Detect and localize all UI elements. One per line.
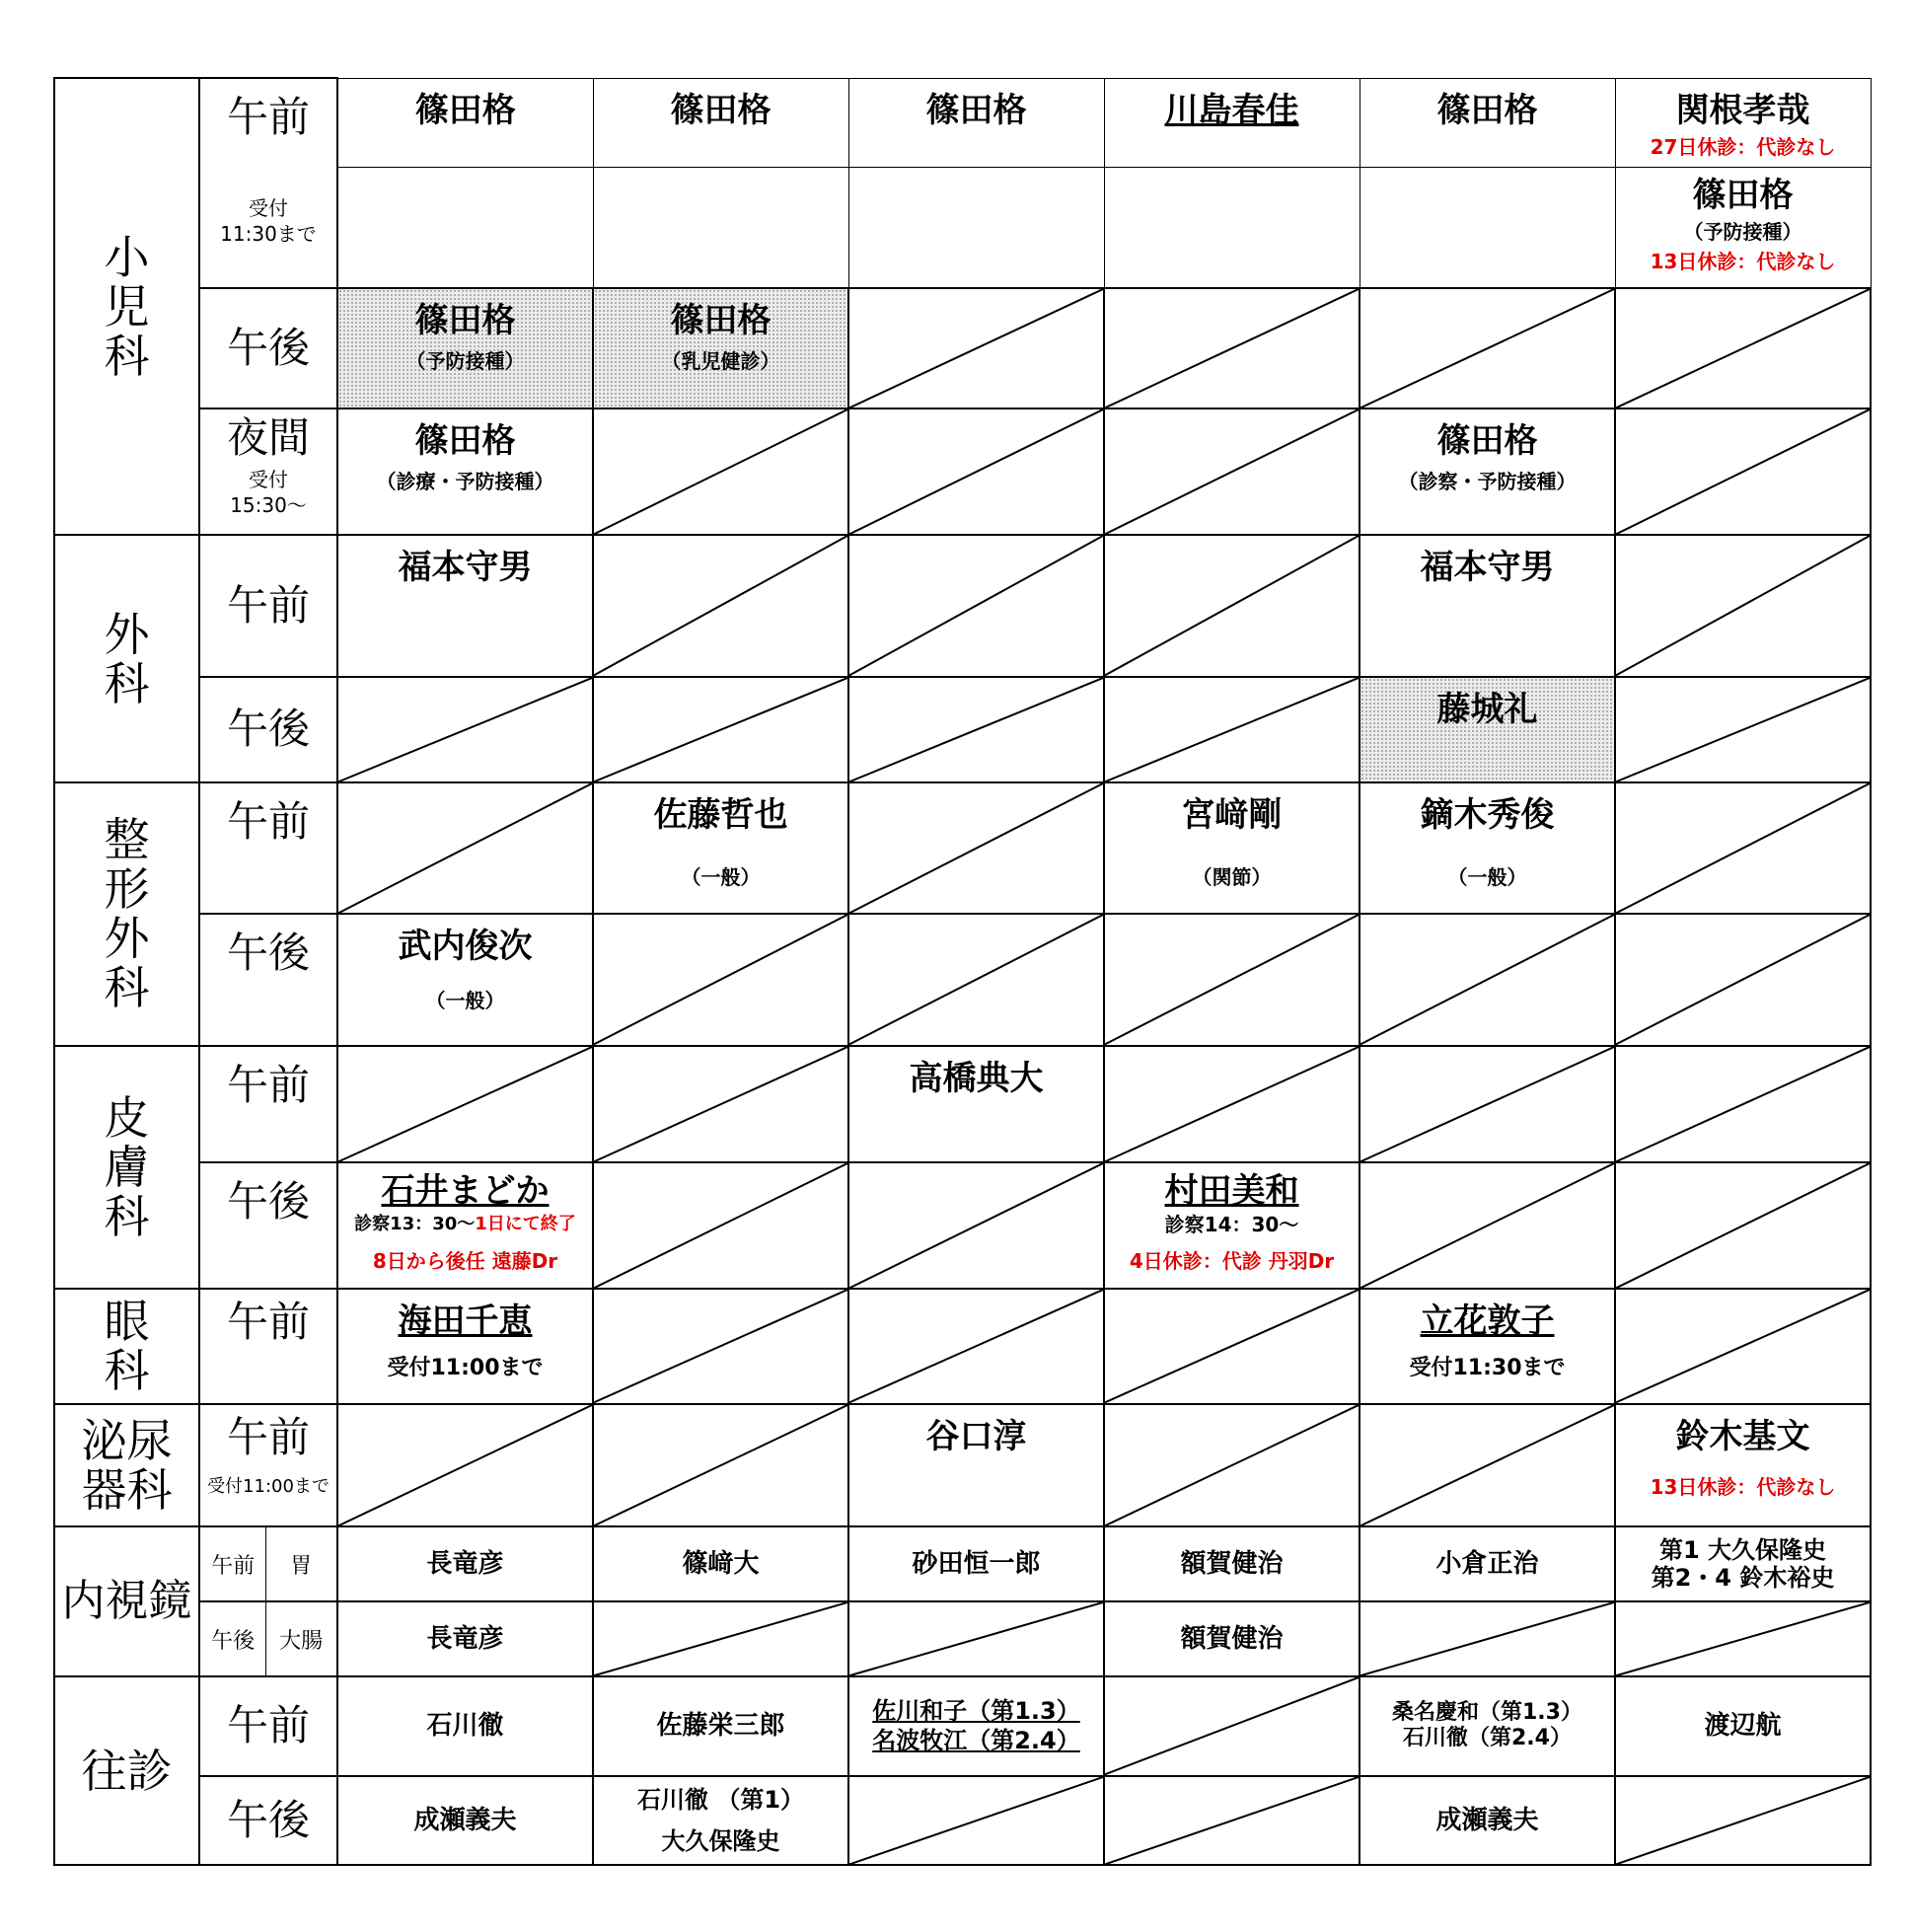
cell-closed: [1104, 1289, 1360, 1403]
cell-closed: [337, 677, 593, 782]
cell-closed: [1615, 1776, 1871, 1865]
dept-endoscopy: 内視鏡: [54, 1526, 199, 1676]
cell-closed: [337, 1046, 593, 1162]
closed-slash-icon: [1616, 783, 1870, 913]
cell-closed: [1615, 1289, 1871, 1403]
cell-closed: [1104, 677, 1360, 782]
period-derm-am: 午前: [199, 1046, 337, 1162]
closed-slash-icon: [594, 1405, 847, 1525]
cell-closed: [848, 1162, 1104, 1289]
period-surgery-pm: 午後: [199, 677, 337, 782]
cell-closed: [848, 1776, 1104, 1865]
cell-closed: [1360, 1601, 1615, 1676]
notice-text: 8日から後任 遠藤Dr: [372, 1248, 558, 1273]
closed-slash-icon: [1616, 1602, 1870, 1675]
cell-closed: [1360, 914, 1615, 1045]
dept-pediatrics: 小児科: [54, 78, 199, 535]
cell-closed: [848, 409, 1104, 535]
period-ortho-am: 午前: [199, 782, 337, 914]
cell-endo-pm-thu: 額賀健治: [1104, 1601, 1360, 1676]
cell-closed: [1615, 535, 1871, 676]
closed-slash-icon: [594, 1602, 847, 1675]
visit-am-row: [54, 1676, 1871, 1775]
closed-slash-icon: [1105, 1405, 1359, 1525]
cell-empty: [593, 167, 848, 287]
surgery-am-row: [54, 535, 1871, 676]
cell-closed: [593, 1404, 848, 1526]
cell-closed: [593, 1289, 848, 1403]
cell-empty: [337, 167, 593, 287]
closed-slash-icon: [338, 678, 592, 781]
closed-slash-icon: [1360, 1047, 1614, 1161]
cell-ortho-pm-mon: 武内俊次 （一般）: [337, 914, 593, 1045]
cell-closed: [593, 535, 848, 676]
closed-slash-icon: [1360, 289, 1614, 408]
derm-am-row: [54, 1046, 1871, 1162]
cell-closed: [593, 914, 848, 1045]
cell-visit-am-wed: 佐川和子（第1.3） 名波牧江（第2.4）: [848, 1676, 1104, 1775]
cell-closed: [337, 782, 593, 914]
pediatrics-am-row-1: [54, 78, 1871, 167]
outpatient-schedule-table: [53, 77, 1872, 1866]
cell-eye-am-mon: 海田千恵 受付11:00まで: [337, 1289, 593, 1403]
cell-closed: [593, 1601, 848, 1676]
cell-derm-pm-mon: 石井まどか 診察13：30～1日にて終了 8日から後任 遠藤Dr: [337, 1162, 593, 1289]
closed-slash-icon: [1105, 1290, 1359, 1402]
closed-slash-icon: [849, 915, 1103, 1044]
closed-slash-icon: [594, 1163, 847, 1288]
cell-closed: [848, 1289, 1104, 1403]
cell-closed: [1104, 1046, 1360, 1162]
notice-text: 27日休診：代診なし: [1650, 134, 1836, 159]
closed-slash-icon: [1360, 915, 1614, 1044]
closed-slash-icon: [338, 783, 592, 913]
cell-empty: [1360, 167, 1615, 287]
dept-home-visit: 往診: [54, 1676, 199, 1865]
cell-closed: [593, 409, 848, 535]
period-endo-pm: 午後 大腸: [199, 1601, 337, 1676]
cell-closed: [1104, 288, 1360, 409]
cell-closed: [848, 1601, 1104, 1676]
eye-am-row: [54, 1289, 1871, 1403]
cell-closed: [848, 288, 1104, 409]
cell-derm-am-wed: 高橋典大: [848, 1046, 1104, 1162]
closed-slash-icon: [1360, 1405, 1614, 1525]
cell-eye-am-fri: 立花敦子 受付11:30まで: [1360, 1289, 1615, 1403]
cell-endo-am-tue: 篠﨑大: [593, 1526, 848, 1601]
closed-slash-icon: [338, 1405, 592, 1525]
closed-slash-icon: [1360, 1602, 1614, 1675]
notice-text: 4日休診：代診 丹羽Dr: [1129, 1248, 1335, 1273]
cell-closed: [1615, 914, 1871, 1045]
closed-slash-icon: [849, 1777, 1103, 1864]
cell-closed: [1104, 535, 1360, 676]
cell-closed: [1615, 1046, 1871, 1162]
cell-ped-night-fri: 篠田格 （診察・予防接種）: [1360, 409, 1615, 535]
cell-ped-am-mon: 篠田格: [337, 78, 593, 167]
cell-closed: [1360, 288, 1615, 409]
cell-closed: [848, 677, 1104, 782]
closed-slash-icon: [1360, 1163, 1614, 1288]
closed-slash-icon: [1616, 915, 1870, 1044]
cell-closed: [1615, 782, 1871, 914]
cell-visit-pm-mon: 成瀬義夫: [337, 1776, 593, 1865]
period-surgery-am: 午前: [199, 535, 337, 676]
closed-slash-icon: [1616, 1163, 1870, 1288]
cell-closed: [337, 1404, 593, 1526]
cell-closed: [1104, 409, 1360, 535]
period-endo-am: 午前 胃: [199, 1526, 337, 1601]
closed-slash-icon: [1105, 1047, 1359, 1161]
closed-slash-icon: [594, 409, 847, 534]
cell-closed: [848, 535, 1104, 676]
cell-empty: [1104, 167, 1360, 287]
closed-slash-icon: [594, 678, 847, 781]
cell-uro-am-sat: 鈴木基文 13日休診：代診なし: [1615, 1404, 1871, 1526]
closed-slash-icon: [594, 1047, 847, 1161]
cell-endo-am-wed: 砂田恒一郎: [848, 1526, 1104, 1601]
closed-slash-icon: [594, 1290, 847, 1402]
cell-visit-pm-fri: 成瀬義夫: [1360, 1776, 1615, 1865]
cell-closed: [1104, 1676, 1360, 1775]
notice-text: 13日休診：代診なし: [1650, 249, 1836, 273]
cell-closed: [1615, 288, 1871, 409]
endo-am-row: [54, 1526, 1871, 1601]
closed-slash-icon: [1105, 409, 1359, 534]
closed-slash-icon: [849, 409, 1103, 534]
cell-ped-am-tue: 篠田格: [593, 78, 848, 167]
notice-text: 1日にて終了: [475, 1213, 576, 1234]
cell-ped-pm-tue: 篠田格 （乳児健診）: [593, 288, 848, 409]
period-visit-pm: 午後: [199, 1776, 337, 1865]
ortho-am-row: [54, 782, 1871, 914]
closed-slash-icon: [1105, 536, 1359, 675]
derm-pm-row: [54, 1162, 1871, 1289]
period-uro-am: 午前 受付11:00まで: [199, 1404, 337, 1526]
dept-urology: 泌尿器科: [54, 1404, 199, 1526]
closed-slash-icon: [849, 289, 1103, 408]
cell-derm-pm-thu: 村田美和 診察14：30～ 4日休診：代診 丹羽Dr: [1104, 1162, 1360, 1289]
cell-visit-pm-tue: 石川徹 （第1） 大久保隆史: [593, 1776, 848, 1865]
closed-slash-icon: [849, 1602, 1103, 1675]
closed-slash-icon: [1616, 1047, 1870, 1161]
cell-ped-am-thu: 川島春佳: [1104, 78, 1360, 167]
period-ortho-pm: 午後: [199, 914, 337, 1045]
closed-slash-icon: [1616, 678, 1870, 781]
cell-closed: [1104, 1776, 1360, 1865]
cell-closed: [1615, 1601, 1871, 1676]
closed-slash-icon: [1105, 289, 1359, 408]
dept-orthopedics: 整形外科: [54, 782, 199, 1046]
pediatrics-night-row: [54, 409, 1871, 535]
cell-closed: [848, 914, 1104, 1045]
cell-ortho-am-thu: 宮﨑剛 （関節）: [1104, 782, 1360, 914]
closed-slash-icon: [1105, 915, 1359, 1044]
closed-slash-icon: [1616, 1290, 1870, 1402]
closed-slash-icon: [849, 536, 1103, 675]
cell-closed: [593, 677, 848, 782]
dept-ophthalmology: 眼科: [54, 1289, 199, 1403]
cell-endo-am-thu: 額賀健治: [1104, 1526, 1360, 1601]
cell-closed: [1360, 1162, 1615, 1289]
cell-visit-am-mon: 石川徹: [337, 1676, 593, 1775]
closed-slash-icon: [849, 1290, 1103, 1402]
cell-closed: [593, 1046, 848, 1162]
cell-surgery-pm-fri: 藤城礼: [1360, 677, 1615, 782]
period-pediatrics-pm: 午後: [199, 288, 337, 409]
period-pediatrics-night: 夜間 受付 15:30～: [199, 409, 337, 535]
cell-closed: [1104, 1404, 1360, 1526]
closed-slash-icon: [594, 915, 847, 1044]
cell-surgery-am-fri: 福本守男: [1360, 535, 1615, 676]
cell-closed: [1104, 914, 1360, 1045]
cell-ped-am-wed: 篠田格: [848, 78, 1104, 167]
cell-surgery-am-mon: 福本守男: [337, 535, 593, 676]
cell-ped-am-sat: 関根孝哉 27日休診：代診なし: [1615, 78, 1871, 167]
cell-visit-am-tue: 佐藤栄三郎: [593, 1676, 848, 1775]
cell-closed: [1615, 1162, 1871, 1289]
cell-uro-am-wed: 谷口淳: [848, 1404, 1104, 1526]
cell-visit-am-fri: 桑名慶和（第1.3） 石川徹（第2.4）: [1360, 1676, 1615, 1775]
closed-slash-icon: [849, 783, 1103, 913]
dept-surgery: 外科: [54, 535, 199, 782]
ortho-pm-row: [54, 914, 1871, 1045]
cell-closed: [1360, 1404, 1615, 1526]
closed-slash-icon: [1616, 1777, 1870, 1864]
cell-ped-pm-mon: 篠田格 （予防接種）: [337, 288, 593, 409]
cell-endo-am-mon: 長竜彦: [337, 1526, 593, 1601]
endo-pm-row: [54, 1601, 1871, 1676]
cell-closed: [593, 1162, 848, 1289]
closed-slash-icon: [1616, 289, 1870, 408]
period-pediatrics-am: 午前 受付 11:30まで: [199, 78, 337, 288]
cell-closed: [1615, 409, 1871, 535]
pediatrics-pm-row: [54, 288, 1871, 409]
cell-ped-night-mon: 篠田格 （診療・予防接種）: [337, 409, 593, 535]
period-eye-am: 午前: [199, 1289, 337, 1403]
dept-dermatology: 皮膚科: [54, 1046, 199, 1290]
cell-closed: [1615, 677, 1871, 782]
notice-text: 13日休診：代診なし: [1650, 1474, 1836, 1499]
cell-ped-am-fri: 篠田格: [1360, 78, 1615, 167]
closed-slash-icon: [1616, 536, 1870, 675]
cell-ortho-am-fri: 鏑木秀俊 （一般）: [1360, 782, 1615, 914]
cell-endo-am-sat: 第1 大久保隆史 第2・4 鈴木裕史: [1615, 1526, 1871, 1601]
closed-slash-icon: [1105, 1677, 1359, 1774]
period-derm-pm: 午後: [199, 1162, 337, 1289]
closed-slash-icon: [1105, 1777, 1359, 1864]
cell-closed: [1360, 1046, 1615, 1162]
closed-slash-icon: [594, 536, 847, 675]
closed-slash-icon: [1105, 678, 1359, 781]
cell-closed: [848, 782, 1104, 914]
cell-empty: [848, 167, 1104, 287]
cell-ped-am-sat-2: 篠田格 （予防接種） 13日休診：代診なし: [1615, 167, 1871, 287]
surgery-pm-row: [54, 677, 1871, 782]
closed-slash-icon: [849, 1163, 1103, 1288]
closed-slash-icon: [1616, 409, 1870, 534]
cell-endo-am-fri: 小倉正治: [1360, 1526, 1615, 1601]
closed-slash-icon: [338, 1047, 592, 1161]
cell-ortho-am-tue: 佐藤哲也 （一般）: [593, 782, 848, 914]
closed-slash-icon: [849, 678, 1103, 781]
period-visit-am: 午前: [199, 1676, 337, 1775]
visit-pm-row: [54, 1776, 1871, 1865]
cell-endo-pm-mon: 長竜彦: [337, 1601, 593, 1676]
uro-am-row: [54, 1404, 1871, 1526]
cell-visit-am-sat: 渡辺航: [1615, 1676, 1871, 1775]
